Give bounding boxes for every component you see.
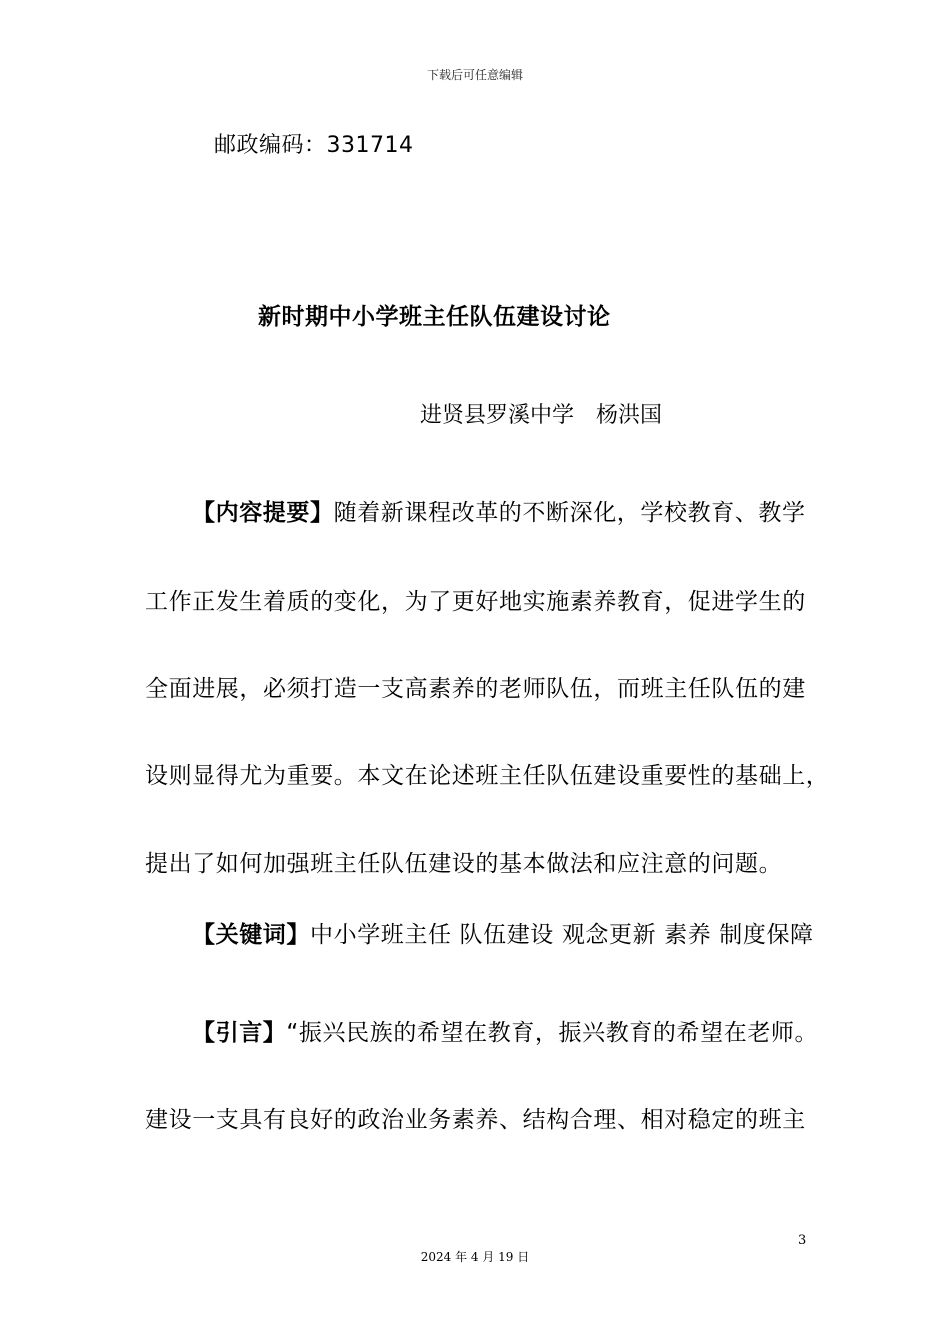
page-number: 3 [798,1233,807,1248]
abstract-line-2: 工作正发生着质的变化，为了更好地实施素养教育，促进学生的 [145,589,806,615]
abstract-label: 【内容提要】 [192,500,334,526]
intro-line-1 [192,1014,818,1047]
author-line [420,398,662,429]
intro-label: 【引言】 [192,1020,287,1046]
intro-line-2: 建设一支具有良好的政治业务素养、结构合理、相对稳定的班主 [145,1107,806,1133]
keywords-line [192,916,814,949]
footer-date: 2024 年 4 月 19 日 [420,1250,530,1264]
author-name: 杨洪国 [596,403,663,428]
intro-text-1: “振兴民族的希望在教育，振兴教育的希望在老师。 [286,1020,819,1046]
abstract-line-3: 全面进展，必须打造一支高素养的老师队伍，而班主任队伍的建 [145,676,806,702]
abstract-text-1: 随着新课程改革的不断深化，学校教育、教学 [333,500,806,526]
author-school: 进贤县罗溪中学 [420,403,575,428]
abstract-line-5: 提出了如何加强班主任队伍建设的基本做法和应注意的问题。 [145,851,783,877]
abstract-line-4: 设则显得尤为重要。本文在论述班主任队伍建设重要性的基础上， [145,763,830,789]
abstract-line-1 [192,494,806,527]
keywords-label: 【关键词】 [192,922,310,948]
postal-code: 邮政编码：331714 [214,133,414,158]
keywords-text: 中小学班主任 队伍建设 观念更新 素养 制度保障 [310,922,814,948]
page-header: 下载后可任意编辑 [426,68,523,82]
document-title: 新时期中小学班主任队伍建设讨论 [258,304,611,330]
